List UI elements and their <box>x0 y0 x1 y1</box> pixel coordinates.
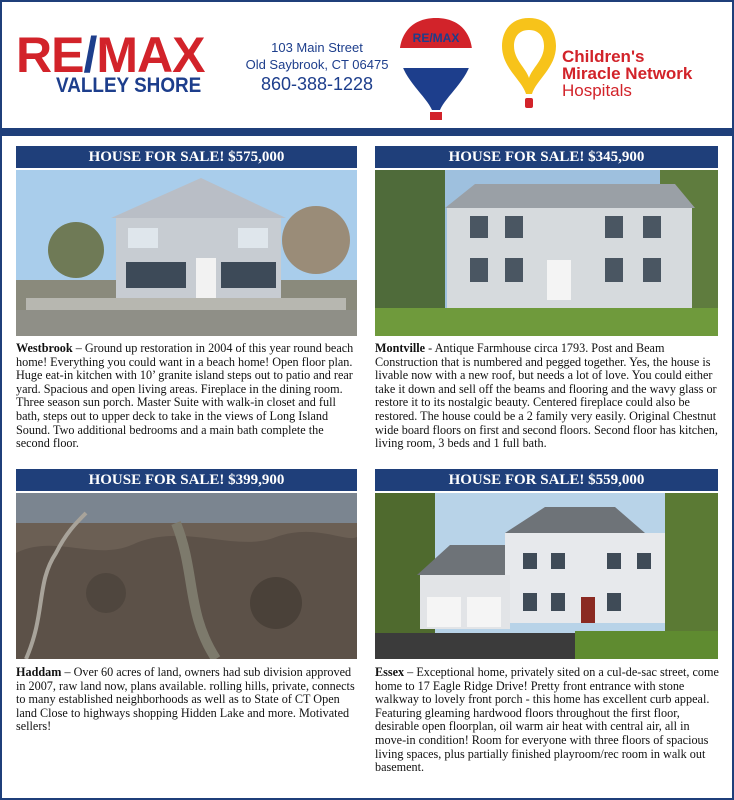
haddam-aerial-photo <box>16 493 357 659</box>
cmn-line2: Miracle Network <box>562 64 693 83</box>
montville-house-photo <box>375 170 718 336</box>
listing-separator: - <box>425 341 435 355</box>
listing-title: HOUSE FOR SALE! $575,000 <box>16 146 357 168</box>
listing-text: Over 60 acres of land, owners had sub division approved in 2007, raw land now, plans available. rolling hills, private, connects to many established neighborhoods as well as to State of CT Open land Close to highways shopping Hidden Lake and more. Motivated sellers! <box>16 665 355 734</box>
listing-text: Exceptional home, privately sited on a cul-de-sac street, come home to 17 Eagle Ridge Drive! Pretty front entrance with stone walkway to lovely front porch - this home has excellent curb appeal. Featuring gleaming hardwood floors throughout the first floor, desirable open floorplan, oil warm air heat with central air, all in move-in condition! Room for everyone with three floors of spacious living spaces, plus partially finished playroom/rec room in walk out basement. <box>375 665 719 775</box>
phone-number: 860-388-1228 <box>260 74 374 94</box>
listing-separator: – <box>404 665 417 679</box>
remax-logo <box>16 27 205 83</box>
listing-town: Montville <box>375 341 426 355</box>
westbrook-house-photo <box>16 170 357 336</box>
listing-separator: – <box>72 341 85 355</box>
address-street: 103 Main Street <box>271 40 363 55</box>
listing-separator: – <box>61 665 74 679</box>
listing-town: Essex <box>375 665 405 679</box>
cmn-balloon-icon <box>498 14 560 114</box>
listing-title: HOUSE FOR SALE! $345,900 <box>375 146 718 168</box>
essex-house-photo <box>375 493 718 659</box>
header-rule <box>2 128 732 136</box>
listing-text: Antique Farmhouse circa 1793. Post and Beam Construction that is numbered and pegged together. Yes, the house is livable now with a new roof, but needs a lot of love. You could either take it down and sell off the beams and flooring and the wavy glass or restore it to its nostalgic beauty. Centered fireplace could also be restored. The house could be a 2 family very easily. Original Chestnut wide board floors on first and second floors. Second floor has kitchen, living room, 3 beds and 1 full bath. <box>375 341 718 451</box>
office-name: VALLEY SHORE <box>56 74 202 97</box>
listing-town: Westbrook <box>16 341 73 355</box>
listing-title: HOUSE FOR SALE! $559,000 <box>375 469 718 491</box>
cmn-logo-text <box>562 48 692 99</box>
remax-logo-text: RE/MAX <box>16 27 205 83</box>
listing-text: Ground up restoration in 2004 of this year round beach home! Everything you could want in a beach home! Open floor plan. Huge eat-in kitchen with 10’ granite island steps out to patio and rear yard. Spacious and open living areas. Fireplace in the dining room. Three season sun porch. Master Suite with walk-in closet and full bath, steps out to upper deck to take in the views of Long Island Sound. Two additional bedrooms and a main bath complete the second floor. <box>16 341 354 451</box>
listing-description <box>16 666 360 734</box>
listing-title: HOUSE FOR SALE! $399,900 <box>16 469 357 491</box>
listing-description <box>375 666 719 775</box>
cmn-line1: Children's <box>562 47 645 66</box>
listing-town: Haddam <box>16 665 62 679</box>
address-city: Old Saybrook, CT 06475 <box>245 57 389 72</box>
listing-description <box>375 342 719 451</box>
listing-description <box>16 342 360 451</box>
cmn-line3: Hospitals <box>562 81 632 100</box>
balloon-text: RE/MAX <box>412 31 460 45</box>
balloon-logo-icon <box>396 14 476 126</box>
header <box>2 2 732 128</box>
